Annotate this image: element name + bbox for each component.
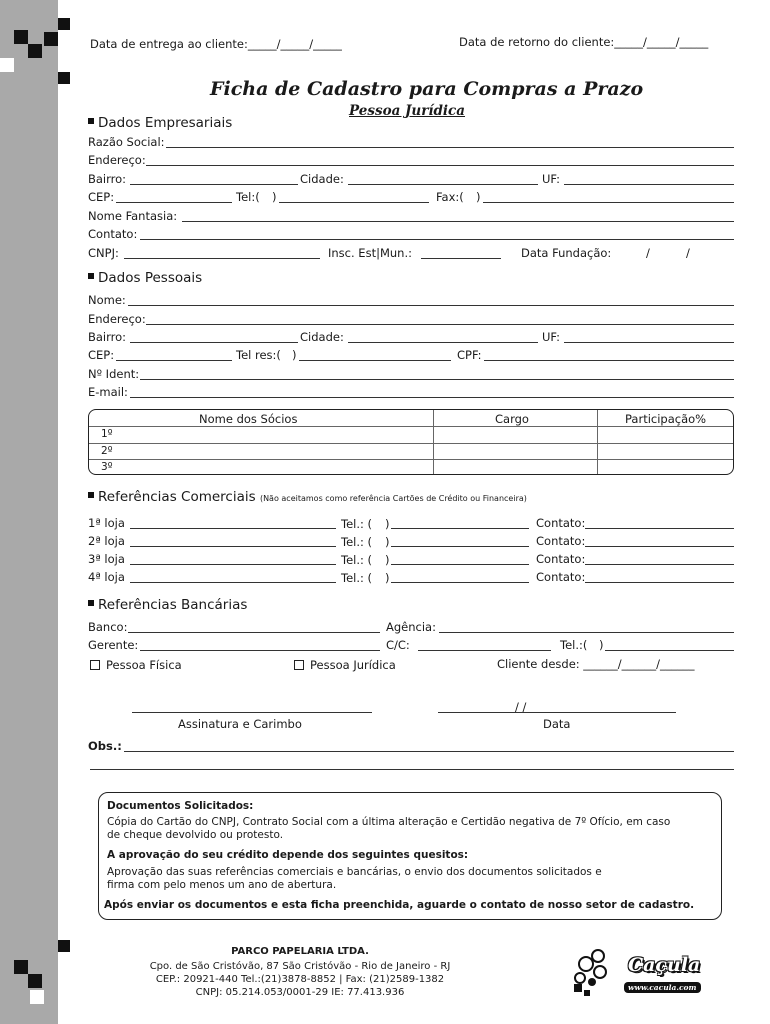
email-field[interactable] [130, 397, 734, 398]
table-row[interactable] [89, 459, 733, 475]
banco-tel-field[interactable] [605, 650, 734, 651]
banco-tel-label: Tel.:( [560, 638, 588, 652]
nome-fantasia-label: Nome Fantasia: [88, 209, 178, 223]
cliente-desde-field[interactable]: Cliente desde: ______/______/______ [497, 657, 695, 671]
section-note: (Não aceitamos como referência Cartões de Crédito ou Financeira) [259, 494, 527, 503]
company-footer [140, 945, 460, 999]
bullet-icon [88, 273, 94, 279]
cc-label: C/C: [386, 638, 410, 652]
fundacao-label: Data Fundação: [521, 246, 612, 260]
email-label: E-mail: [88, 385, 128, 399]
assinatura-label: Assinatura e Carimbo [178, 717, 302, 731]
loja-contato-field[interactable] [585, 528, 734, 529]
uf-field[interactable] [564, 184, 734, 185]
uf-pessoal-field[interactable] [564, 342, 734, 343]
contato-label: Contato: [88, 227, 138, 241]
loja-contato-field[interactable] [585, 546, 734, 547]
fax-close: ) [476, 190, 481, 204]
company-ids: CNPJ: 05.214.053/0001-29 IE: 77.413.936 [195, 987, 405, 998]
decorative-square [14, 30, 28, 44]
pessoa-fisica-option[interactable] [90, 659, 182, 672]
ident-label: Nº Ident: [88, 367, 140, 381]
loja-tel-close: ) [385, 553, 390, 567]
cidade-pessoal-field[interactable] [348, 342, 538, 343]
data-field[interactable] [438, 712, 676, 713]
gerente-field[interactable] [140, 650, 380, 651]
tel-close: ) [272, 190, 277, 204]
tel-field[interactable] [279, 202, 429, 203]
date-slashes: / / [515, 700, 527, 714]
razao-social-label: Razão Social: [88, 135, 165, 149]
loja-tel-close: ) [385, 571, 390, 585]
bairro-pessoal-field[interactable] [130, 342, 298, 343]
assinatura-field[interactable] [132, 712, 372, 713]
obs-field[interactable] [90, 769, 734, 770]
cidade-field[interactable] [348, 184, 538, 185]
cep-pessoal-label: CEP: [88, 348, 115, 362]
contato-field[interactable] [140, 239, 734, 240]
table-row[interactable] [89, 443, 733, 459]
pessoa-fisica-label: Pessoa Física [106, 658, 182, 672]
banco-field[interactable] [128, 632, 380, 633]
section-heading: Referências Comerciais [98, 489, 256, 505]
approval-text: firma com pelo menos um ano de abertura. [107, 879, 337, 891]
loja-label: 3ª loja [88, 552, 125, 566]
ident-field[interactable] [140, 379, 734, 380]
tel-label: Tel:( [236, 190, 260, 204]
row-number: 1º [101, 428, 113, 440]
decorative-square [28, 974, 42, 988]
cacula-logo [570, 946, 705, 998]
endereco-label: Endereço: [88, 153, 146, 167]
insc-field[interactable] [421, 258, 501, 259]
obs-field[interactable] [124, 751, 734, 752]
socios-table [88, 409, 734, 475]
bairro-label: Bairro: [88, 172, 127, 186]
company-name: PARCO PAPELARIA LTDA. [231, 946, 369, 957]
tel-res-close: ) [292, 348, 297, 362]
cpf-field[interactable] [484, 360, 734, 361]
pessoa-juridica-label: Pessoa Jurídica [310, 658, 396, 672]
decorative-sidebar [0, 0, 58, 1024]
loja-tel-close: ) [385, 535, 390, 549]
closing-text: Após enviar os documentos e esta ficha preenchida, aguarde o contato de nosso setor de cadastro. [104, 899, 695, 911]
decorative-square [30, 990, 44, 1004]
decorative-square [14, 960, 28, 974]
endereco-pessoal-label: Endereço: [88, 312, 146, 326]
nome-field[interactable] [128, 305, 734, 306]
loja-tel-label: Tel.: ( [341, 517, 373, 531]
return-date-field[interactable]: Data de retorno do cliente:_____/_____/_____ [459, 35, 709, 49]
insc-label: Insc. Est|Mun.: [328, 246, 412, 260]
fax-field[interactable] [483, 202, 734, 203]
page-subtitle: Pessoa Jurídica [349, 103, 466, 119]
loja-label: 4ª loja [88, 570, 125, 584]
header-participacao: Participação% [625, 412, 707, 426]
loja-tel-field[interactable] [391, 564, 529, 565]
loja-label: 2ª loja [88, 534, 125, 548]
cep-label: CEP: [88, 190, 115, 204]
fax-label: Fax:( [436, 190, 464, 204]
row-number: 3º [101, 461, 113, 473]
loja-field[interactable] [130, 546, 336, 547]
docs-heading: Documentos Solicitados: [107, 800, 254, 812]
row-number: 2º [101, 445, 113, 457]
loja-label: 1ª loja [88, 516, 125, 530]
bairro-pessoal-label: Bairro: [88, 330, 127, 344]
loja-contato-field[interactable] [585, 564, 734, 565]
banco-tel-close: ) [599, 638, 604, 652]
docs-text: de cheque devolvido ou protesto. [107, 829, 284, 841]
tel-res-field[interactable] [299, 360, 451, 361]
bullet-icon [88, 600, 94, 606]
checkbox-icon[interactable] [294, 660, 304, 670]
decorative-square [0, 58, 14, 72]
razao-social-field[interactable] [166, 147, 734, 148]
page-title: Ficha de Cadastro para Compras a Prazo [210, 78, 644, 100]
delivery-date-field[interactable]: Data de entrega ao cliente:_____/_____/_____ [90, 37, 342, 51]
pessoa-juridica-option[interactable] [294, 659, 396, 672]
nome-label: Nome: [88, 293, 126, 307]
decorative-square [58, 18, 70, 30]
logo-name: Caçula [628, 954, 701, 976]
loja-tel-label: Tel.: ( [341, 553, 373, 567]
endereco-pessoal-field[interactable] [146, 324, 734, 325]
nome-fantasia-field[interactable] [182, 221, 734, 222]
loja-field[interactable] [130, 528, 336, 529]
fundacao-slash: / [686, 246, 690, 260]
docs-text: Cópia do Cartão do CNPJ, Contrato Social com a última alteração e Certidão negativa de 7º Ofício, em caso [107, 816, 671, 828]
section-referencias-bancarias [88, 597, 247, 613]
uf-label: UF: [542, 172, 561, 186]
section-heading: Referências Bancárias [98, 597, 248, 613]
cidade-label: Cidade: [300, 172, 344, 186]
tel-res-label: Tel res:( [236, 348, 281, 362]
header-nome-socios: Nome dos Sócios [199, 412, 298, 426]
loja-field[interactable] [130, 582, 336, 583]
uf-pessoal-label: UF: [542, 330, 561, 344]
gerente-label: Gerente: [88, 638, 139, 652]
loja-contato-label: Contato: [536, 552, 586, 566]
agencia-label: Agência: [386, 620, 436, 634]
bullet-icon [88, 118, 94, 124]
cc-field[interactable] [418, 650, 551, 651]
loja-contato-label: Contato: [536, 516, 586, 530]
loja-contato-label: Contato: [536, 534, 586, 548]
fundacao-slash: / [646, 246, 650, 260]
approval-text: Aprovação das suas referências comerciais e bancárias, o envio dos documentos solicitados e [107, 866, 602, 878]
company-contact: CEP.: 20921-440 Tel.:(21)3878-8852 | Fax: (21)2589-1382 [155, 974, 445, 985]
section-heading: Dados Empresariais [98, 115, 233, 131]
company-address: Cpo. de São Cristóvão, 87 São Cristóvão - Rio de Janeiro - RJ [149, 961, 451, 972]
agencia-field[interactable] [439, 632, 734, 633]
section-dados-pessoais [88, 270, 202, 286]
endereco-field[interactable] [146, 165, 734, 166]
decorative-square [58, 940, 70, 952]
cnpj-field[interactable] [124, 258, 320, 259]
checkbox-icon[interactable] [90, 660, 100, 670]
loja-contato-label: Contato: [536, 570, 586, 584]
logo-url: www.cacula.com [624, 982, 701, 993]
decorative-square [28, 44, 42, 58]
banco-label: Banco: [88, 620, 128, 634]
documents-box [98, 792, 722, 920]
loja-tel-label: Tel.: ( [341, 571, 373, 585]
section-referencias-comerciais [88, 489, 527, 505]
cnpj-label: CNPJ: [88, 246, 119, 260]
loja-contato-field[interactable] [585, 582, 734, 583]
approval-heading: A aprovação do seu crédito depende dos seguintes quesitos: [107, 849, 469, 861]
loja-tel-close: ) [385, 517, 390, 531]
obs-label: Obs.: [88, 739, 122, 753]
loja-tel-field[interactable] [391, 546, 529, 547]
bullet-icon [88, 492, 94, 498]
section-heading: Dados Pessoais [98, 270, 203, 286]
loja-tel-label: Tel.: ( [341, 535, 373, 549]
bairro-field[interactable] [130, 184, 298, 185]
header-cargo: Cargo [495, 412, 529, 426]
cidade-pessoal-label: Cidade: [300, 330, 344, 344]
decorative-square [58, 72, 70, 84]
data-label: Data [543, 717, 571, 731]
table-row[interactable] [89, 426, 733, 443]
section-dados-empresariais [88, 115, 232, 131]
cep-field[interactable] [116, 202, 232, 203]
loja-tel-field[interactable] [391, 528, 529, 529]
cpf-label: CPF: [457, 348, 482, 362]
decorative-square [44, 32, 58, 46]
cep-pessoal-field[interactable] [116, 360, 232, 361]
loja-field[interactable] [130, 564, 336, 565]
loja-tel-field[interactable] [391, 582, 529, 583]
